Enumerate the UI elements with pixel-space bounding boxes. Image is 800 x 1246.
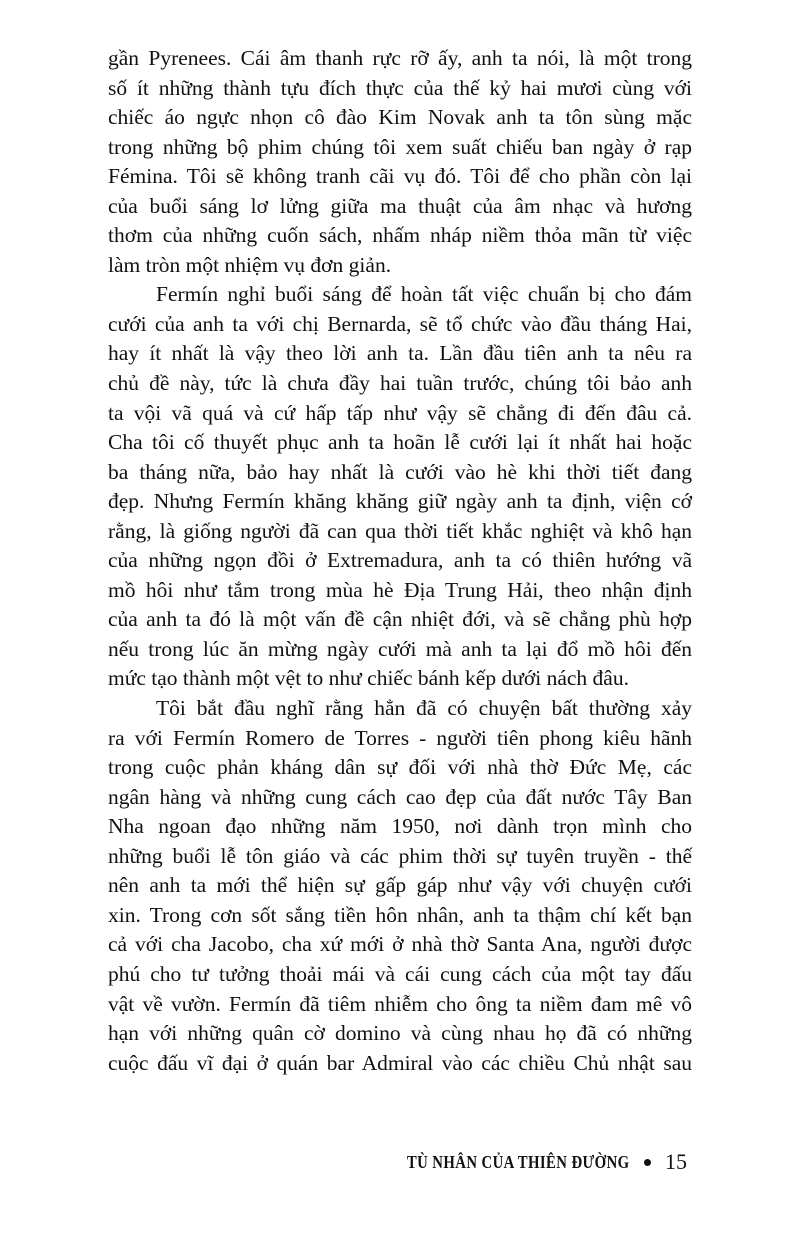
text-line: nếu trong lúc ăn mừng ngày cưới mà anh ta lại đổ mồ hôi đến: [108, 636, 692, 661]
paragraph: [108, 280, 692, 694]
text-line: của anh ta đó là một vấn đề cận nhiệt đới, và sẽ chẳng phù hợp: [108, 607, 692, 632]
page-number: 15: [665, 1149, 687, 1174]
text-line: làm tròn một nhiệm vụ đơn giản.: [108, 252, 392, 277]
text-line: chiếc áo ngực nhọn cô đào Kim Novak anh ta tôn sùng mặc: [108, 105, 692, 130]
text-line: phú cho tư tưởng thoải mái và cái cung cách của một tay đấu: [108, 961, 692, 986]
text-line: đẹp. Nhưng Fermín khăng khăng giữ ngày anh ta định, viện cớ: [108, 489, 692, 514]
paragraph: [108, 44, 692, 280]
text-line: Nha ngoan đạo những năm 1950, nơi dành trọn mình cho: [108, 814, 692, 839]
text-line: trong cuộc phản kháng dân sự đối với nhà thờ Đức Mẹ, các: [108, 755, 692, 780]
text-line: Tôi bắt đầu nghĩ rằng hẳn đã có chuyện bất thường xảy: [156, 696, 692, 721]
body-text: [108, 44, 692, 1078]
text-line: rằng, là giống người đã can qua thời tiết khắc nghiệt và khô hạn: [108, 518, 692, 543]
page-footer: [358, 1149, 687, 1175]
text-line: Fémina. Tôi sẽ không tranh cãi vụ đó. Tôi để cho phần còn lại: [108, 164, 692, 189]
text-line: ta vội vã quá và cứ hấp tấp như vậy sẽ chẳng đi đến đâu cả.: [108, 400, 692, 425]
running-title: TÙ NHÂN CỦA THIÊN ĐƯỜNG: [407, 1151, 630, 1172]
text-line: gần Pyrenees. Cái âm thanh rực rỡ ấy, anh ta nói, là một trong: [108, 46, 692, 70]
text-line: thơm của những cuốn sách, nhấm nháp niềm thỏa mãn từ việc: [108, 223, 692, 248]
text-line: xin. Trong cơn sốt sắng tiền hôn nhân, anh ta thậm chí kết bạn: [108, 902, 692, 927]
text-line: Fermín nghỉ buổi sáng để hoàn tất việc chuẩn bị cho đám: [156, 282, 692, 307]
text-line: của buổi sáng lơ lửng giữa ma thuật của âm nhạc và hương: [108, 193, 692, 218]
text-line: Cha tôi cố thuyết phục anh ta hoãn lễ cưới lại ít nhất hai hoặc: [108, 430, 692, 455]
text-line: ngân hàng và những cung cách cao đẹp của đất nước Tây Ban: [108, 784, 692, 809]
text-line: cuộc đấu vĩ đại ở quán bar Admiral vào các chiều Chủ nhật sau: [108, 1050, 692, 1075]
paragraph: [108, 694, 692, 1078]
text-line: hay ít nhất là vậy theo lời anh ta. Lần đầu tiên anh ta nêu ra: [108, 341, 692, 366]
text-line: nên anh ta mới thể hiện sự gấp gáp như vậy với chuyện cưới: [108, 873, 692, 898]
text-line: cưới của anh ta với chị Bernarda, sẽ tổ chức vào đầu tháng Hai,: [108, 311, 692, 336]
text-line: những buổi lễ tôn giáo và các phim thời sự tuyên truyền - thế: [108, 843, 692, 868]
text-line: vật về vườn. Fermín đã tiêm nhiễm cho ông ta niềm đam mê vô: [108, 991, 692, 1016]
text-line: cả với cha Jacobo, cha xứ mới ở nhà thờ Santa Ana, người được: [108, 932, 692, 957]
text-line: trong những bộ phim chúng tôi xem suất chiếu ban ngày ở rạp: [108, 134, 692, 159]
text-line: ba tháng nữa, bảo hay nhất là cưới vào hè khi thời tiết đang: [108, 459, 692, 484]
text-line: ra với Fermín Romero de Torres - người tiên phong kiêu hãnh: [108, 725, 692, 750]
text-line: mức tạo thành một vệt to như chiếc bánh kếp dưới nách đâu.: [108, 666, 629, 691]
text-line: của những ngọn đồi ở Extremadura, anh ta có thiên hướng vã: [108, 548, 692, 573]
text-line: chủ đề này, tức là chưa đầy hai tuần trước, chúng tôi bảo anh: [108, 371, 692, 396]
text-line: mồ hôi như tắm trong mùa hè Địa Trung Hải, theo nhận định: [108, 577, 692, 602]
bullet-separator: [644, 1159, 651, 1166]
text-line: hạn với những quân cờ domino và cùng nhau họ đã có những: [108, 1021, 692, 1046]
text-line: số ít những thành tựu đích thực của thế kỷ hai mươi cùng với: [108, 75, 692, 100]
